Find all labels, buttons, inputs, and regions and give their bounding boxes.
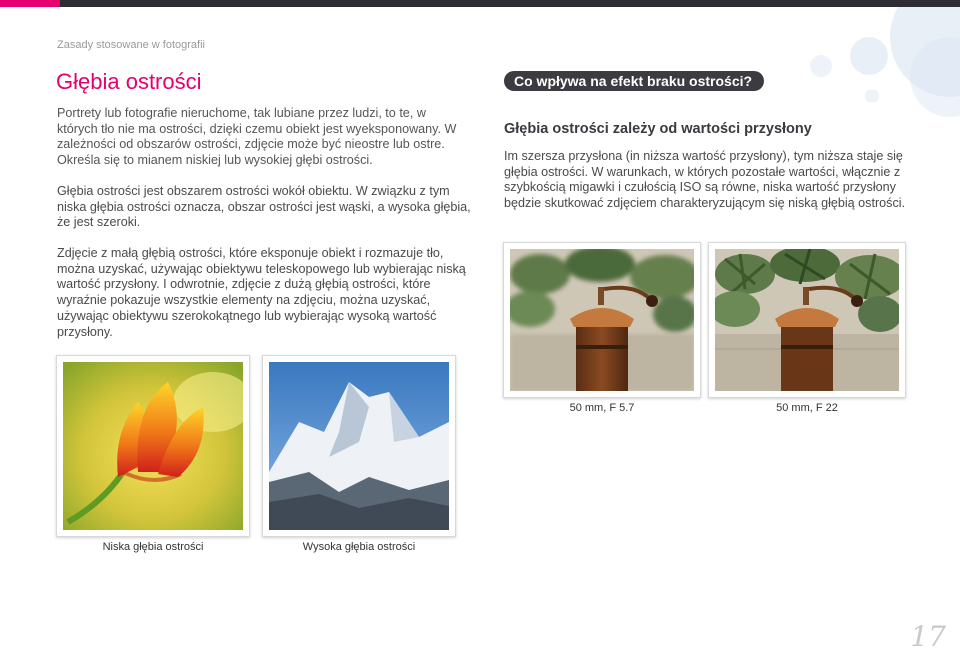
- technique-paragraph: Zdjęcie z małą głębią ostrości, które eksponuje obiekt i rozmazuje tło, można uzyskać, używając obiektywu teleskopowego lub wybierając niską wartość przysłony. I odwrotnie, zdjęcie z dużą głębią ostrości, które wyraźnie pokazuje wszystkie elementy na zdjęciu, można uzyskać, używając obiektywu szerokokątnego lub wybierając wysoką wartość przysłony.: [57, 246, 466, 339]
- aperture-paragraph: Im szersza przysłona (in niższa wartość przysłony), tym niższa staje się głębia ostrości. W warunkach, w których pozostałe wartości, włącznie z szybkością migawki i czułością ISO są równe, niska wartość przysłony będzie skutkować zdjęciem charakteryzującym się niską głębią ostrości.: [504, 149, 906, 211]
- photo-grinder-f22: [708, 242, 906, 398]
- mountain-image: [269, 362, 449, 530]
- page-title: Głębia ostrości: [56, 69, 202, 94]
- caption-high-dof: Wysoka głębia ostrości: [302, 541, 416, 553]
- grinder-blurred-image: [510, 249, 694, 391]
- decorative-bubbles: [740, 7, 960, 137]
- intro-paragraph: Portrety lub fotografie nieruchome, tak lubiane przez ludzi, to te, w których tło nie ma ostrości, dzięki czemu obiekt jest wyeksponowany. W zależności od obszarów ostrości, zdjęcie może być nieostre lub ostre. Określa się to mianem niskiej lub wysokiej głębi ostrości.: [57, 106, 457, 168]
- photo-tulip-low-dof: [56, 355, 250, 537]
- definition-paragraph: Głębia ostrości jest obszarem ostrości wokół obiektu. W związku z tym niska głębia ostrości oznacza, obszar ostrości jest wąski, a wysoka głębia, że jest szeroki.: [57, 184, 471, 230]
- top-bar-accent: [0, 0, 60, 7]
- section-label-pill: Co wpływa na efekt braku ostrości?: [504, 71, 764, 91]
- page-number: 17: [910, 620, 946, 653]
- tulip-image: [63, 362, 243, 530]
- top-bar: [0, 0, 960, 7]
- section-subheading: Głębia ostrości zależy od wartości przysłony: [504, 121, 812, 137]
- grinder-sharp-image: [715, 249, 899, 391]
- breadcrumb: Zasady stosowane w fotografii: [57, 39, 205, 51]
- photo-grinder-f57: [503, 242, 701, 398]
- photo-mountain-high-dof: [262, 355, 456, 537]
- caption-low-dof: Niska głębia ostrości: [102, 541, 204, 553]
- caption-f57: 50 mm, F 5.7: [569, 402, 635, 414]
- caption-f22: 50 mm, F 22: [776, 402, 838, 414]
